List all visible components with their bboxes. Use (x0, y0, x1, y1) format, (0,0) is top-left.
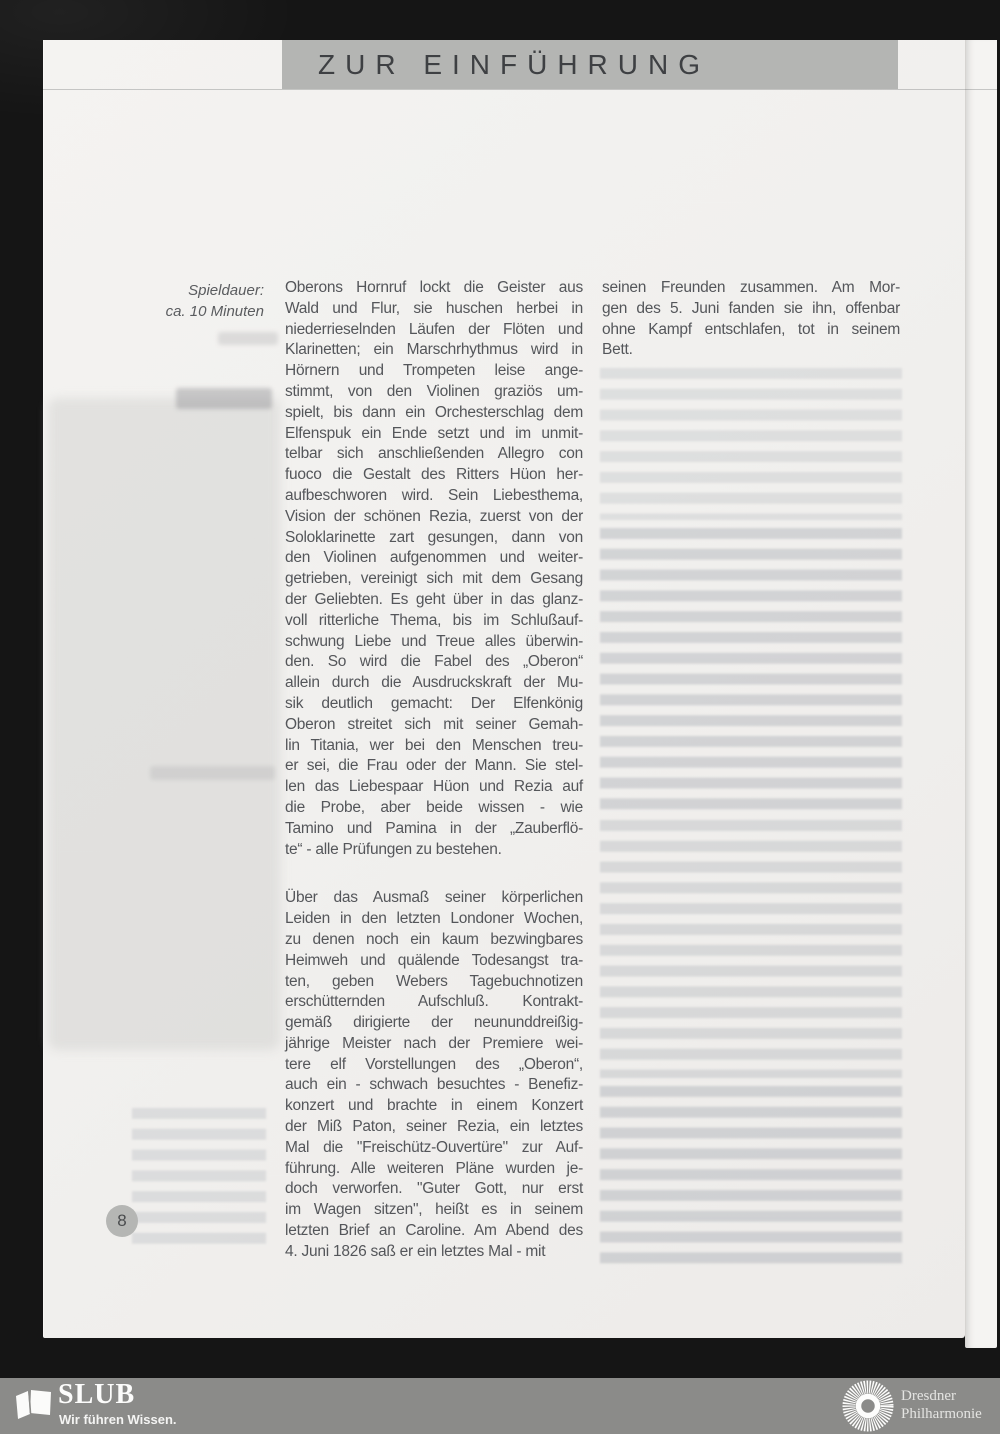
text-line: die Probe, aber beide wissen - wie (285, 798, 583, 816)
text-line: spielt, bis dann ein Orchesterschlag dem (285, 403, 583, 421)
bleed-through-image (48, 398, 280, 1050)
section-header-bar (282, 40, 898, 89)
text-line: er sei, die Frau oder der Mann. Sie stel- (285, 757, 583, 775)
text-line: niederrieselnden Läufen der Flöten und (285, 320, 583, 338)
text-line: Soloklarinette zart gesungen, dann von (285, 528, 583, 546)
text-line: erschütternden Aufschluß. Kontrakt- (285, 993, 583, 1011)
bleed-through-text (600, 368, 902, 520)
text-line: führung. Alle weiteren Pläne wurden je- (285, 1159, 583, 1177)
text-line: getrieben, vereinigt sich mit dem Gesang (285, 570, 583, 588)
paragraph (285, 279, 583, 861)
text-line: 4. Juni 1826 saß er ein letztes Mal - mit (285, 1242, 546, 1260)
text-line: len das Liebespaar Hüon und Rezia auf (285, 778, 583, 796)
section-title: ZUR EINFÜHRUNG (318, 49, 710, 80)
slub-tagline: Wir führen Wissen. (59, 1412, 177, 1427)
philharmonie-starburst-icon (842, 1380, 894, 1432)
text-line: fuoco die Gestalt des Ritters Hüon her- (285, 466, 583, 484)
text-line: auch ein - schwach besuchtes - Benefiz- (285, 1076, 583, 1094)
text-line: im Wagen sitzen", heißt es in seinem (285, 1201, 583, 1219)
text-line: te“ - alle Prüfungen zu bestehen. (285, 840, 502, 858)
page-number-badge: 8 (106, 1205, 138, 1237)
text-line: gemäß dirigierte der neununddreißig- (285, 1014, 583, 1032)
text-line: Bett. (602, 341, 633, 359)
philharmonie-line2: Philharmonie (901, 1406, 982, 1422)
paragraph (285, 889, 583, 1263)
text-line: jährige Meister nach der Premiere wei- (285, 1034, 583, 1052)
text-line: doch verworfen. "Guter Gott, nur erst (285, 1180, 583, 1198)
text-line: voll ritterliche Thema, bis im Schlußauf- (285, 611, 583, 629)
text-line: seinen Freunden zusammen. Am Mor- (602, 279, 900, 296)
slub-logo-text: SLUB (58, 1379, 136, 1410)
text-line: Heimweh und quälende Todesangst tra- (285, 951, 583, 969)
philharmonie-logo-text (901, 1387, 982, 1423)
next-page-edge (965, 40, 997, 1348)
bleed-through-fragment (176, 388, 272, 409)
text-line: gen des 5. Juni fanden sie ihn, offenbar (602, 299, 900, 317)
bleed-through-caption (132, 1108, 266, 1248)
bleed-through-fragment (218, 332, 278, 345)
text-line: der Geliebten. Es geht über in das glanz- (285, 590, 583, 608)
text-line: Hörnern und Trompeten leise ange- (285, 362, 583, 380)
slub-book-icon (14, 1387, 54, 1425)
text-line: Elfenspuk ein Ende setzt und im unmit- (285, 424, 583, 442)
text-line: der Miß Paton, seiner Rezia, ein letztes (285, 1118, 583, 1136)
text-line: allein durch die Ausdruckskraft der Mu- (285, 674, 583, 692)
text-column-left (285, 279, 583, 1264)
text-line: Vision der schönen Rezia, zuerst von der (285, 507, 583, 525)
text-line: konzert und brachte in einem Konzert (285, 1097, 583, 1115)
header-divider-line (43, 89, 997, 90)
text-line: Wald und Flur, sie huschen herbei in (285, 299, 583, 317)
text-line: zu denen noch ein kaum bezwingbares (285, 930, 583, 948)
text-line: Tamino und Pamina in der „Zauberflö- (285, 819, 583, 837)
text-line: tere elf Vorstellungen des „Oberon“, (285, 1055, 583, 1073)
bleed-through-text (600, 820, 902, 1078)
bleed-through-text (600, 528, 902, 812)
text-line: letzten Brief an Caroline. Am Abend des (285, 1222, 583, 1240)
text-line: Oberon streitet sich mit seiner Gemah- (285, 715, 583, 733)
text-line: schwung Liebe und Treue alles überwin- (285, 632, 583, 650)
duration-label: Spieldauer: (188, 282, 264, 299)
bleed-through-text (600, 1086, 902, 1268)
text-line: sik deutlich gemacht: Der Elfenkönig (285, 694, 583, 712)
text-column-right (602, 279, 900, 362)
text-line: Oberons Hornruf lockt die Geister aus (285, 279, 583, 296)
text-line: Über das Ausmaß seiner körperlichen (285, 889, 583, 907)
text-line: den. So wird die Fabel des „Oberon“ (285, 653, 583, 671)
duration-note (140, 280, 264, 322)
text-line: lin Titania, wer bei den Menschen treu- (285, 736, 583, 754)
text-line: ohne Kampf entschlafen, tot in seinem (602, 320, 900, 338)
paragraph (602, 279, 900, 362)
text-line: Leiden in den letzten Londoner Wochen, (285, 910, 583, 928)
philharmonie-line1: Dresdner (901, 1388, 956, 1404)
text-line: Mal die "Freischütz-Ouvertüre" zur Auf- (285, 1138, 583, 1156)
library-watermark-bar (0, 1378, 1000, 1434)
duration-value: ca. 10 Minuten (165, 303, 264, 320)
text-line: telbar sich anschließenden Allegro con (285, 445, 583, 463)
text-line: den Violinen aufgenommen und weiter- (285, 549, 583, 567)
text-line: aufbeschworen wird. Sein Liebesthema, (285, 486, 583, 504)
text-line: Klarinetten; ein Marschrhythmus wird in (285, 341, 583, 359)
text-line: ten, geben Webers Tagebuchnotizen (285, 972, 583, 990)
text-line: stimmt, von den Violinen graziös um- (285, 382, 583, 400)
bleed-through-fragment (150, 766, 275, 780)
